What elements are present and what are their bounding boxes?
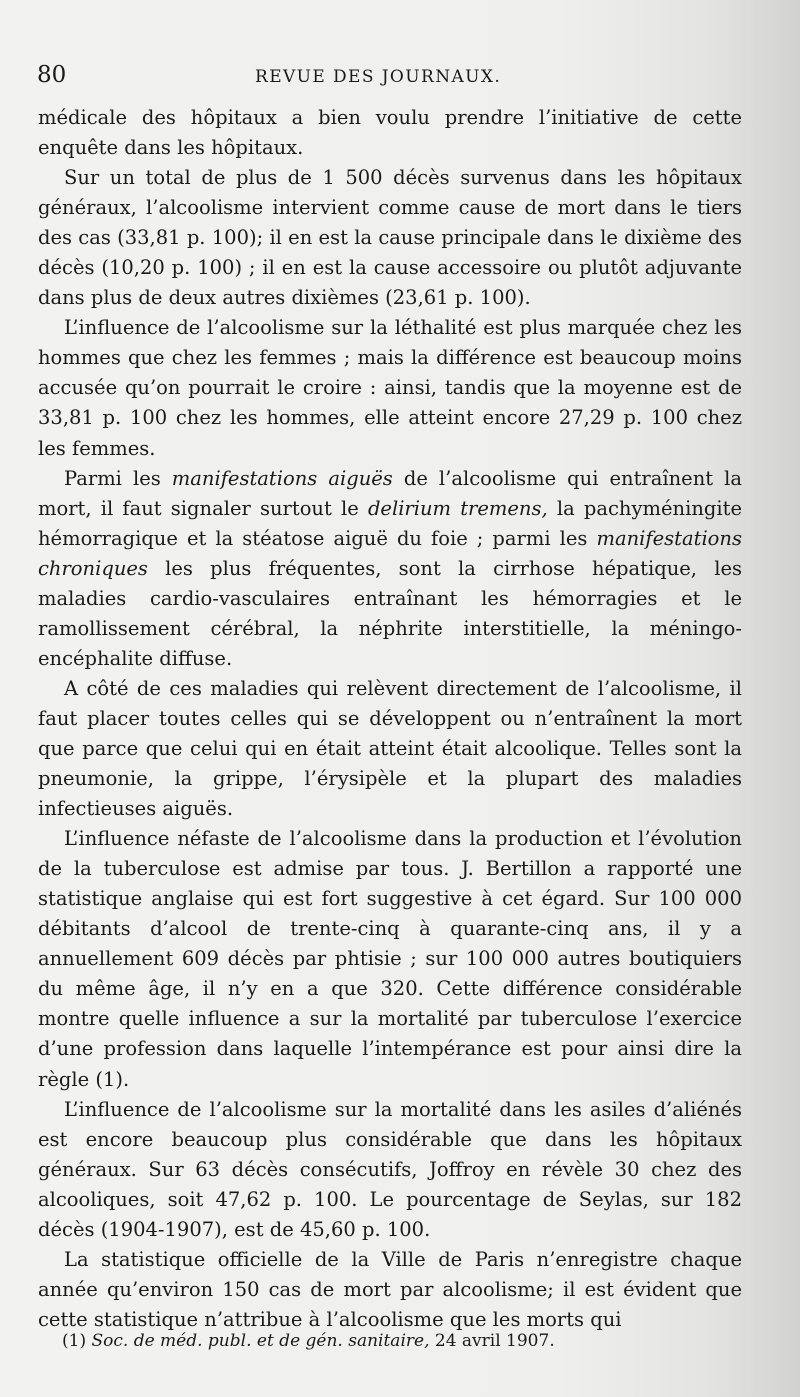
- footnote-date: 24 avril 1907.: [434, 1331, 555, 1351]
- paragraph-6: L’influence néfaste de l’alcoolisme dans la production et l’évolution de la tuberculose est admise par tous. J. Bertillon a rapporté une statistique anglaise qui est fort suggestive à cet égard. Sur 100 000 débitants d’alcool de trente-cinq à quarante-cinq ans, il y a annuellement 609 décès par phtisie ; sur 100 000 autres boutiquiers du même âge, il n’y en a que 320. Cette différence considérable montre quelle influence a sur la mortalité par tuberculose l’exercice d’une profession dans laquelle l’intempérance est pour ainsi dire la règle (1).: [38, 827, 742, 1091]
- paragraph-4-italic-2: delirium tremens,: [367, 496, 548, 520]
- body-text: [38, 103, 742, 1335]
- paragraph-4-text-3: la pachyméningite hémorragique et la stéatose aiguë du foie ; parmi les: [38, 496, 742, 550]
- paragraph-5: A côté de ces maladies qui relèvent directement de l’alcoolisme, il faut placer toutes celles qui se développent ou n’entraînent la mort que parce que celui qui en était atteint était alcoolique. Telles sont la pneumonie, la grippe, l’érysipèle et la plupart des maladies infectieuses aiguës.: [38, 676, 742, 821]
- paragraph-8: La statistique officielle de la Ville de Paris n’enregistre chaque année qu’environ 150 cas de mort par alcoolisme; il est évident que cette statistique n’attribue à l’alcoolisme que les morts qui: [38, 1247, 742, 1331]
- paragraph-4-italic-1: manifestations aiguës: [171, 466, 393, 490]
- paragraph-4-text-1: Parmi les: [64, 466, 172, 490]
- footnote: [62, 1329, 742, 1353]
- paragraph-2: Sur un total de plus de 1 500 décès survenus dans les hôpitaux généraux, l’alcoolisme intervient comme cause de mort dans le tiers des cas (33,81 p. 100); il en est la cause principale dans le dixième des décès (10,20 p. 100) ; il en est la cause accessoire ou plutôt adjuvante dans plus de deux autres dixièmes (23,61 p. 100).: [38, 166, 742, 310]
- paragraph-4: [38, 464, 742, 674]
- paragraph-1: médicale des hôpitaux a bien voulu prendre l’initiative de cette enquête dans les hôpitaux.: [38, 106, 742, 160]
- paragraph-4-text-2: de l’alcoolisme qui entraînent la mort, il faut signaler surtout le: [38, 466, 742, 520]
- paragraph-4-text-4: les plus fréquentes, sont la cirrhose hépatique, les maladies cardio-vasculaires entraînant les hémorragies et le ramollissement cérébral, la néphrite interstitielle, la méningo-encéphalite diffuse.: [38, 556, 742, 670]
- paragraph-3: L’influence de l’alcoolisme sur la léthalité est plus marquée chez les hommes que chez les femmes ; mais la différence est beaucoup moins accusée qu’on pourrait le croire : ainsi, tandis que la moyenne est de 33,81 p. 100 chez les hommes, elle atteint encore 27,29 p. 100 chez les femmes.: [38, 316, 742, 460]
- paragraph-4-italic-3: manifestations chroniques: [38, 526, 742, 580]
- running-head: REVUE DES JOURNAUX.: [255, 67, 502, 87]
- paragraph-7: L’influence de l’alcoolisme sur la mortalité dans les asiles d’aliénés est encore beaucoup plus considérable que dans les hôpitaux généraux. Sur 63 décès consécutifs, Joffroy en révèle 30 chez des alcooliques, soit 47,62 p. 100. Le pourcentage de Seylas, sur 182 décès (1904-1907), est de 45,60 p. 100.: [38, 1097, 742, 1241]
- footnote-marker: (1): [62, 1331, 87, 1351]
- page-header: [0, 60, 800, 94]
- footnote-source: Soc. de méd. publ. et de gén. sanitaire,: [91, 1331, 430, 1351]
- page-number: 80: [37, 62, 67, 88]
